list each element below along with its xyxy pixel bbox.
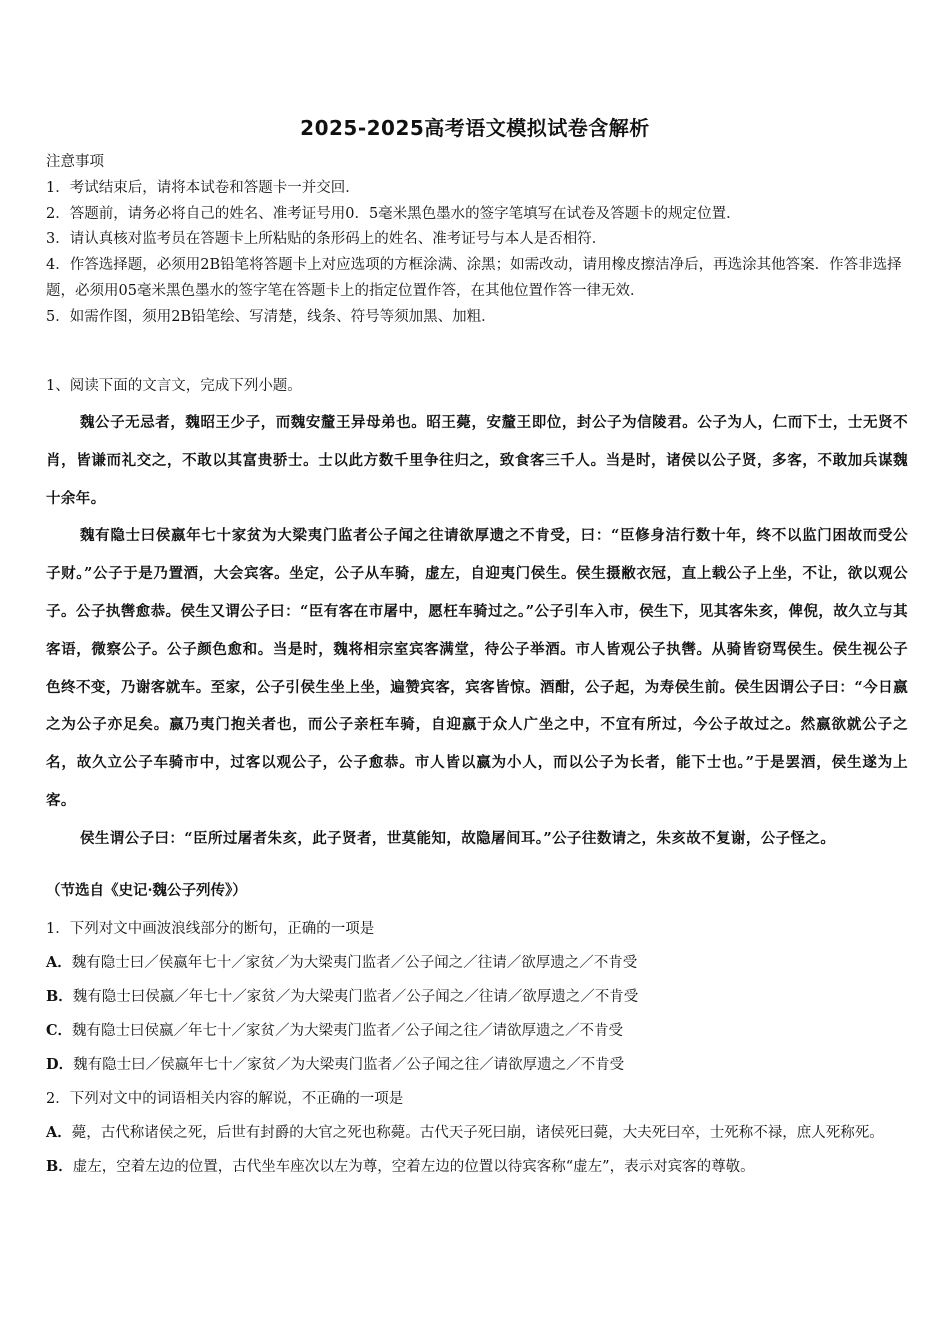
classical-passage [46, 404, 908, 858]
option-text: 薨，古代称诸侯之死，后世有封爵的大官之死也称薨。古代天子死曰崩，诸侯死曰薨，大夫死曰卒，士死称不禄，庶人死称死。 [71, 1125, 884, 1141]
option-text: 魏有隐士曰／侯嬴年七十／家贫／为大梁夷门监者／公子闻之／往请／欲厚遗之／不肯受 [71, 955, 638, 971]
notice-heading: 注意事项 [46, 154, 104, 170]
option-text: 魏有隐士曰侯嬴／年七十／家贫／为大梁夷门监者／公子闻之／往请／欲厚遗之／不肯受 [72, 989, 639, 1005]
question-1-option-c[interactable] [46, 1014, 908, 1048]
questions-section [46, 912, 908, 1184]
question-1-stem: 1．下列对文中画波浪线部分的断句，正确的一项是 [46, 921, 375, 937]
option-label: C． [46, 1022, 73, 1039]
notice-item: 4．作答选择题，必须用2B铅笔将答题卡上对应选项的方框涂满、涂黑；如需改动，请用橡皮擦洁净后，再选涂其他答案．作答非选择题，必须用05毫米黑色墨水的签字笔在答题卡上的指定位置作答，在其他位置作答一律无效． [46, 257, 902, 299]
notice-item: 2．答题前，请务必将自己的姓名、准考证号用0．5毫米黑色墨水的签字笔填写在试卷及答题卡的规定位置． [46, 205, 741, 222]
question-intro: 1、阅读下面的文言文，完成下列小题。 [46, 378, 302, 394]
passage-paragraph: 魏公子无忌者，魏昭王少子，而魏安釐王异母弟也。昭王薨，安釐王即位，封公子为信陵君。公子为人，仁而下士，士无贤不肖，皆谦而礼交之，不敢以其富贵骄士。士以此方数千里争往归之，致食客三千人。当是时，诸侯以公子贤，多客，不敢加兵谋魏十余年。 [46, 414, 908, 507]
option-label: B． [46, 1158, 73, 1175]
notice-item: 3．请认真核对监考员在答题卡上所粘贴的条形码上的姓名、准考证号与本人是否相符． [46, 231, 607, 248]
option-label: B． [46, 988, 73, 1005]
option-text: 虚左，空着左边的位置，古代坐车座次以左为尊，空着左边的位置以待宾客称“虚左”，表示对宾客的尊敬。 [72, 1159, 755, 1175]
passage-source: （节选自《史记·魏公子列传》） [46, 882, 247, 899]
passage-paragraph: 魏有隐士曰侯嬴年七十家贫为大梁夷门监者公子闻之往请欲厚遗之不肯受，曰：“臣修身洁行数十年，终不以监门困故而受公子财。”公子于是乃置酒，大会宾客。坐定，公子从车骑，虚左，自迎夷门侯生。侯生摄敝衣冠，直上载公子上坐，不让，欲以观公子。公子执辔愈恭。侯生又谓公子曰：“臣有客在市屠中，愿枉车骑过之。”公子引车入市，侯生下，见其客朱亥，俾倪，故久立与其客语，微察公子。公子颜色愈和。当是时，魏将相宗室宾客满堂，待公子举酒。市人皆观公子执辔。从骑皆窃骂侯生。侯生视公子色终不变，乃谢客就车。至家，公子引侯生坐上坐，遍赞宾客，宾客皆惊。酒酣，公子起，为寿侯生前。侯生因谓公子曰：“今日嬴之为公子亦足矣。嬴乃夷门抱关者也，而公子亲枉车骑，自迎嬴于众人广坐之中，不宜有所过，今公子故过之。然嬴欲就公子之名，故久立公子车骑市中，过客以观公子，公子愈恭。市人皆以嬴为小人，而以公子为长者，能下士也。”于是罢酒，侯生遂为上客。 [46, 527, 908, 809]
document-title: 2025-2025高考语文模拟试卷含解析 [300, 116, 650, 140]
passage-paragraph: 侯生谓公子曰：“臣所过屠者朱亥，此子贤者，世莫能知，故隐屠间耳。”公子往数请之，朱亥故不复谢，公子怪之。 [80, 829, 836, 847]
option-text: 魏有隐士曰侯嬴／年七十／家贫／为大梁夷门监者／公子闻之往／请欲厚遗之／不肯受 [72, 1023, 624, 1039]
question-2-option-a[interactable] [46, 1116, 908, 1150]
question-2-stem: 2．下列对文中的词语相关内容的解说，不正确的一项是 [46, 1091, 404, 1107]
option-label: A． [46, 1124, 72, 1141]
question-1-option-d[interactable] [46, 1048, 908, 1082]
notice-section [46, 150, 916, 331]
question-1-option-b[interactable] [46, 980, 908, 1014]
question-2-option-b[interactable] [46, 1150, 908, 1184]
option-text: 魏有隐士曰／侯嬴年七十／家贫／为大梁夷门监者／公子闻之往／请欲厚遗之／不肯受 [73, 1057, 625, 1073]
option-label: D． [46, 1056, 74, 1073]
notice-item: 5．如需作图，须用2B铅笔绘、写清楚，线条、符号等须加黑、加粗． [46, 308, 496, 325]
option-label: A． [46, 954, 72, 971]
notice-item: 1．考试结束后，请将本试卷和答题卡一并交回． [46, 179, 360, 196]
question-1-option-a[interactable] [46, 946, 908, 980]
